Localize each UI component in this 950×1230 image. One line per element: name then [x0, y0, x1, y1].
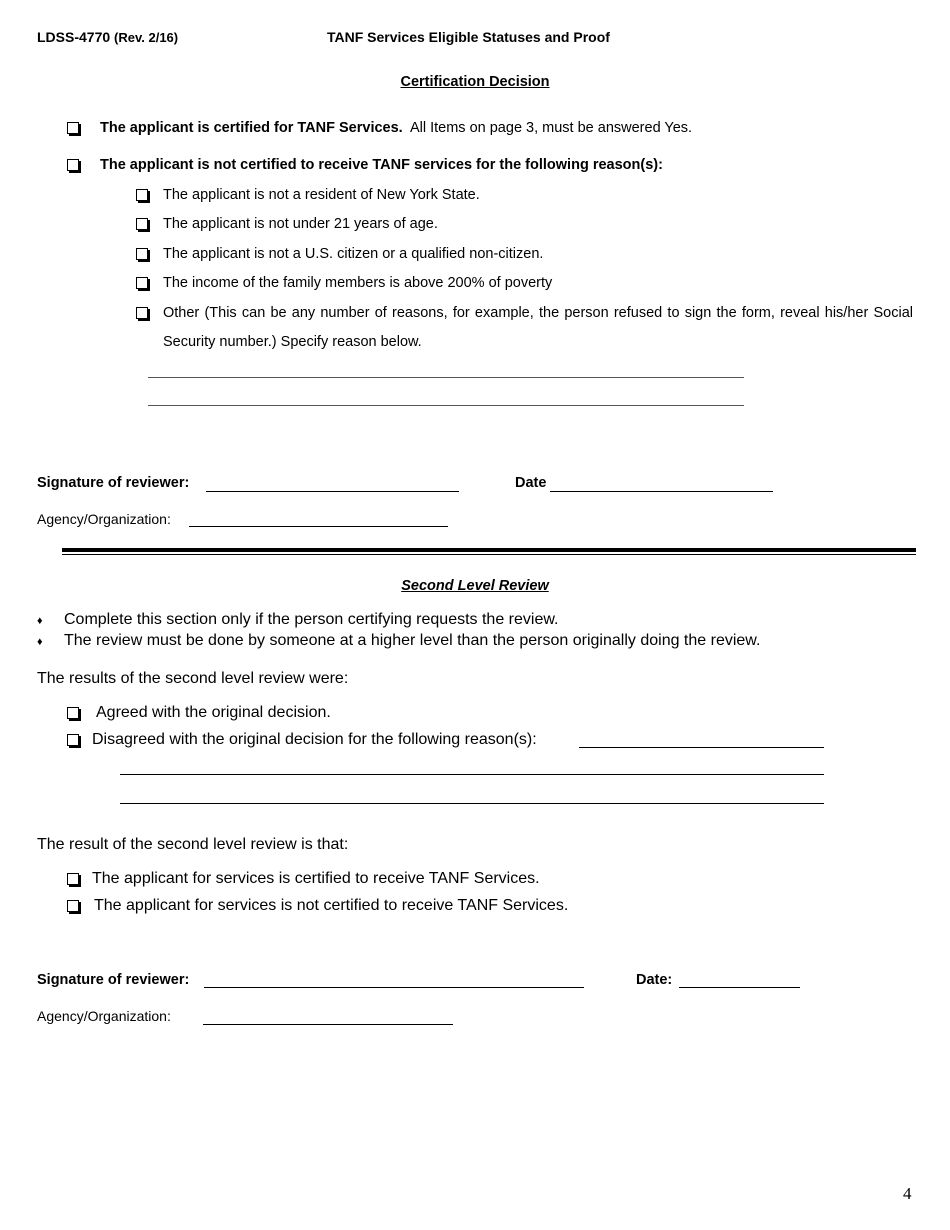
- reason-other-line1: Other (This can be any number of reasons, for example, the person refused to sign the form, reveal his/her Social: [163, 305, 913, 321]
- second-review-heading: Second Level Review: [401, 578, 549, 594]
- second-date-label: Date:: [636, 972, 673, 988]
- second-agency-line[interactable]: [203, 1024, 453, 1025]
- other-reason-line-2[interactable]: [148, 405, 744, 406]
- reason-checkbox-citizen[interactable]: [136, 248, 148, 260]
- reason-resident: The applicant is not a resident of New York State.: [163, 187, 480, 203]
- disagree-reason-line-3[interactable]: [120, 803, 824, 804]
- date-label: Date: [515, 475, 547, 491]
- reason-checkbox-income[interactable]: [136, 277, 148, 289]
- page-number: 4: [903, 1184, 912, 1203]
- reason-citizen: The applicant is not a U.S. citizen or a qualified non-citizen.: [163, 246, 544, 262]
- result-not-certified-label: The applicant for services is not certified to receive TANF Services.: [94, 897, 569, 914]
- second-signature-line[interactable]: [204, 987, 584, 988]
- reason-checkbox-resident[interactable]: [136, 189, 148, 201]
- bullet-text: Complete this section only if the person certifying requests the review.: [64, 611, 559, 628]
- certified-label: The applicant is certified for TANF Services.: [100, 120, 403, 136]
- page-title: TANF Services Eligible Statuses and Proof: [327, 29, 610, 45]
- second-agency-label: Agency/Organization:: [37, 1008, 171, 1024]
- signature-line[interactable]: [206, 491, 459, 492]
- disagreed-label: Disagreed with the original decision for the following reason(s):: [92, 731, 537, 748]
- result-certified-label: The applicant for services is certified to receive TANF Services.: [92, 870, 540, 887]
- bullet-text: The review must be done by someone at a higher level than the person originally doing the review.: [64, 632, 761, 649]
- results-intro: The results of the second level review were:: [37, 670, 349, 687]
- form-revision: (Rev. 2/16): [114, 30, 179, 45]
- reason-checkbox-age[interactable]: [136, 218, 148, 230]
- certified-note: All Items on page 3, must be answered Yes.: [409, 120, 693, 136]
- not-certified-label: The applicant is not certified to receive TANF services for the following reason(s):: [100, 157, 663, 173]
- reason-other-line2: Security number.) Specify reason below.: [163, 334, 422, 350]
- diamond-icon: ♦: [37, 636, 43, 648]
- reason-age: The applicant is not under 21 years of age.: [163, 216, 438, 232]
- result-not-certified-checkbox[interactable]: [67, 900, 79, 912]
- diamond-icon: ♦: [37, 615, 43, 627]
- reason-income: The income of the family members is above 200% of poverty: [163, 275, 553, 291]
- disagreed-checkbox[interactable]: [67, 734, 79, 746]
- other-reason-line-1[interactable]: [148, 377, 744, 378]
- second-signature-label: Signature of reviewer:: [37, 972, 190, 988]
- section-divider-thin: [62, 554, 916, 555]
- result-certified-checkbox[interactable]: [67, 873, 79, 885]
- certification-heading: Certification Decision: [400, 74, 550, 90]
- agreed-label: Agreed with the original decision.: [96, 704, 331, 721]
- agency-line[interactable]: [189, 526, 448, 527]
- section-divider: [62, 548, 916, 552]
- date-line[interactable]: [550, 491, 773, 492]
- second-date-line[interactable]: [679, 987, 800, 988]
- not-certified-checkbox[interactable]: [67, 159, 79, 171]
- reason-checkbox-other[interactable]: [136, 307, 148, 319]
- result-intro: The result of the second level review is that:: [37, 836, 349, 853]
- form-number: [37, 29, 178, 45]
- signature-label: Signature of reviewer:: [37, 475, 190, 491]
- disagree-reason-line-2[interactable]: [120, 774, 824, 775]
- certified-checkbox[interactable]: [67, 122, 79, 134]
- form-id: LDSS-4770: [37, 29, 111, 45]
- disagree-reason-line-1[interactable]: [579, 747, 824, 748]
- agency-label: Agency/Organization:: [37, 511, 171, 527]
- agreed-checkbox[interactable]: [67, 707, 79, 719]
- certified-option: [100, 120, 692, 136]
